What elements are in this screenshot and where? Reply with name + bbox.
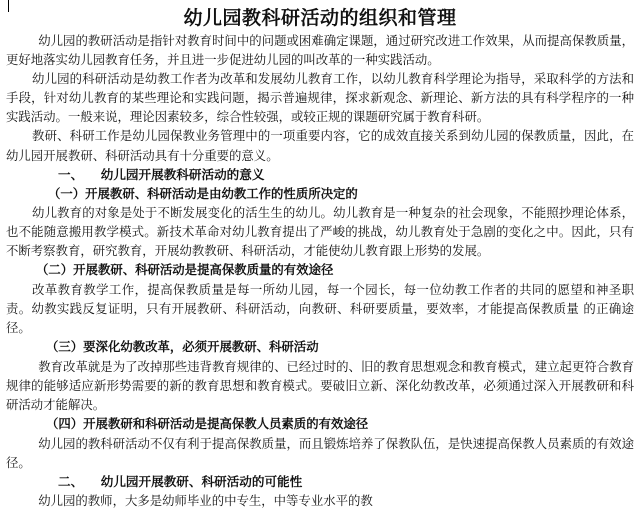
subsection-3-body: 教育改革就是为了改掉那些违背教育规律的、已经过时的、旧的教育思想观念和教育模式，建立起更符合教育规律的能够适应新形势需要的新的教育思想和教育模式。要破旧立新、深化幼教改革，必须通过深入开展教研和科研活动才能解决。 — [6, 358, 634, 412]
document-page[interactable] — [6, 6, 634, 510]
intro-paragraph-2: 幼儿园的科研活动是幼教工作者为改革和发展幼儿教育工作，以幼儿教育科学理论为指导，采取科学的方法和手段，针对幼儿教育的某些理论和实践问题，揭示普遍规律，探求新观念、新理论、新方法的具有科学程序的一种实践活动。一般来说，理论因素较多，综合性较强，或较正规的课题研究属于教育科研。 — [6, 71, 634, 125]
subsection-2-body: 改革教育教学工作，提高保教质量是每一所幼儿园，每一个园长，每一位幼教工作者的共同的愿望和神圣职责。幼教实践反复证明，只有开展教研、科研活动，向教研、科研要质量，要效率，才能提高保教质量 的正确途径。 — [6, 281, 634, 336]
subsection-1-body: 幼儿教育的对象是处于不断发展变化的活生生的幼儿。幼儿教育是一种复杂的社会现象，不能照抄理论体系，也不能随意搬用教学模式。新技术革命对幼儿教育提出了严峻的挑战，幼儿教育处于急剧的变化之中。因此，只有不断考察教育，研究教育，开展幼教教研、科研活动，才能使幼儿教育跟上形势的发展。 — [6, 205, 634, 259]
intro-paragraph-1: 幼儿园的教研活动是指针对教育时间中的问题或困难确定课题，通过研究改进工作效果，从而提高保教质量，更好地落实幼儿园教育任务，并且进一步促进幼儿园的叫改革的一种实践活动。 — [6, 33, 634, 68]
subsection-4-heading: （四）开展教研和科研活动是提高保教人员素质的有效途径 — [46, 416, 369, 431]
subsection-3-heading: （三）要深化幼教改革，必须开展教研、科研活动 — [46, 339, 319, 355]
section-2-body: 幼儿园的教师，大多是幼师毕业的中专生，中等专业水平的教 — [38, 492, 373, 508]
section-2-heading: 二、 幼儿园开展教研、科研活动的可能性 — [58, 473, 303, 489]
intro-paragraph-3: 教研、科研工作是幼儿园保教业务管理中的一项重要内容，它的成效直接关系到幼儿园的保教质量，因此，在幼儿园开展教研、科研活动具有十分重要的意义。 — [6, 128, 634, 163]
document-title: 幼儿园教科研活动的组织和管理 — [183, 7, 457, 29]
section-1-heading: 一、 幼儿园开展教科研活动的意义 — [58, 166, 265, 182]
subsection-2-heading: （二）开展教研、科研活动是提高保教质量的有效途径 — [36, 262, 334, 278]
subsection-4-body: 幼儿园的教科研活动不仅有利于提高保教质量，而且锻炼培养了保教队伍，是快速提高保教人员素质的有效途径。 — [6, 435, 634, 470]
subsection-1-heading: （一）开展教研、科研活动是由幼教工作的性质所决定的 — [48, 185, 358, 201]
